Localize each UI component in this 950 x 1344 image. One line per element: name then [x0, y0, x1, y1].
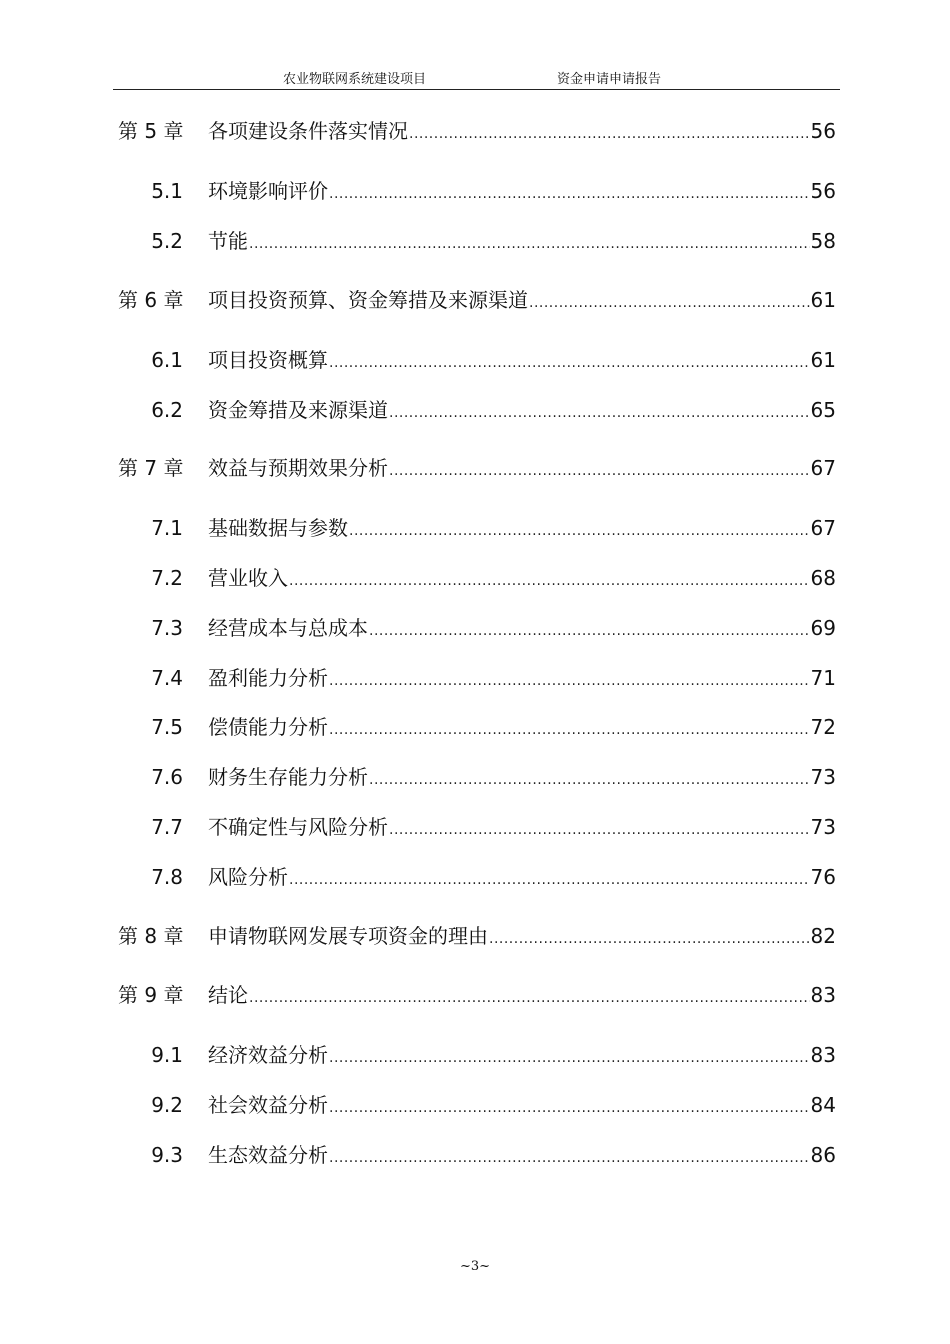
toc-entry-title: 申请物联网发展专项资金的理由	[208, 924, 488, 948]
toc-entry-title: 环境影响评价	[208, 179, 328, 203]
toc-entry-number: 7.6	[151, 765, 183, 789]
toc-leader-dots	[389, 815, 810, 845]
toc-entry-page: 76	[810, 865, 836, 889]
toc-entry-number: 6.2	[151, 398, 183, 422]
toc-leader-dots	[389, 398, 810, 428]
toc-entry-title: 不确定性与风险分析	[208, 815, 388, 839]
toc-entry-title: 营业收入	[208, 566, 288, 590]
toc-entry-number: 第 9 章	[118, 983, 184, 1007]
toc-entry-title: 项目投资预算、资金筹措及来源渠道	[208, 288, 528, 312]
toc-leader-dots	[289, 865, 810, 895]
toc-leader-dots	[409, 119, 810, 149]
toc-entry-number: 7.4	[151, 666, 183, 690]
toc-leader-dots	[329, 179, 810, 209]
toc-entry-title: 效益与预期效果分析	[208, 456, 388, 480]
page-header	[113, 68, 840, 90]
toc-entry-number: 7.3	[151, 616, 183, 640]
toc-entry-page: 69	[810, 616, 836, 640]
toc-entry-number: 9.3	[151, 1143, 183, 1167]
toc-entry-title: 项目投资概算	[208, 348, 328, 372]
toc-entry-page: 65	[810, 398, 836, 422]
toc-leader-dots	[349, 516, 810, 546]
toc-entry-number: 7.7	[151, 815, 183, 839]
toc-entry-number: 7.5	[151, 715, 183, 739]
toc-leader-dots	[389, 456, 810, 486]
toc-leader-dots	[289, 566, 810, 596]
toc-entry-page: 84	[810, 1093, 836, 1117]
toc-entry[interactable]	[0, 712, 950, 742]
toc-leader-dots	[329, 1043, 810, 1073]
toc-entry-page: 71	[810, 666, 836, 690]
toc-leader-dots	[329, 715, 810, 745]
toc-entry-title: 风险分析	[208, 865, 288, 889]
toc-entry-title: 偿债能力分析	[208, 715, 328, 739]
toc-entry-title: 社会效益分析	[208, 1093, 328, 1117]
toc-entry-number: 第 8 章	[118, 924, 184, 948]
toc-entry-page: 56	[810, 179, 836, 203]
toc-entry-number: 5.1	[151, 179, 183, 203]
header-report-title: 资金申请申请报告	[557, 72, 662, 87]
toc-entry[interactable]	[0, 345, 950, 375]
toc-leader-dots	[329, 1143, 810, 1173]
toc-entry-page: 61	[810, 348, 836, 372]
toc-entry-number: 7.8	[151, 865, 183, 889]
toc-leader-dots	[369, 765, 810, 795]
toc-entry-number: 第 6 章	[118, 288, 184, 312]
toc-entry-number: 9.2	[151, 1093, 183, 1117]
toc-entry-page: 83	[810, 983, 836, 1007]
toc-entry-page: 58	[810, 229, 836, 253]
toc-entry-page: 72	[810, 715, 836, 739]
toc-entry[interactable]	[0, 980, 950, 1010]
toc-entry-number: 6.1	[151, 348, 183, 372]
toc-leader-dots	[369, 616, 810, 646]
toc-entry-title: 盈利能力分析	[208, 666, 328, 690]
toc-entry-page: 73	[810, 765, 836, 789]
toc-entry-number: 7.2	[151, 566, 183, 590]
toc-entry[interactable]	[0, 176, 950, 206]
toc-leader-dots	[249, 983, 810, 1013]
toc-entry[interactable]	[0, 285, 950, 315]
toc-entry-number: 第 7 章	[118, 456, 184, 480]
toc-entry-title: 生态效益分析	[208, 1143, 328, 1167]
toc-leader-dots	[329, 1093, 810, 1123]
toc-entry-page: 82	[810, 924, 836, 948]
toc-leader-dots	[329, 348, 810, 378]
toc-entry-page: 68	[810, 566, 836, 590]
toc-entry-title: 资金筹措及来源渠道	[208, 398, 388, 422]
toc-entry[interactable]	[0, 453, 950, 483]
toc-entry-page: 86	[810, 1143, 836, 1167]
toc-entry[interactable]	[0, 226, 950, 256]
toc-leader-dots	[329, 666, 810, 696]
toc-entry[interactable]	[0, 762, 950, 792]
toc-entry-number: 第 5 章	[118, 119, 184, 143]
header-project-title: 农业物联网系统建设项目	[283, 72, 427, 87]
toc-entry-title: 经营成本与总成本	[208, 616, 368, 640]
toc-entry[interactable]	[0, 513, 950, 543]
toc-entry-page: 67	[810, 456, 836, 480]
toc-entry-page: 83	[810, 1043, 836, 1067]
toc-entry[interactable]	[0, 1090, 950, 1120]
toc-entry-number: 5.2	[151, 229, 183, 253]
page-number: ~3~	[459, 1259, 491, 1274]
toc-entry[interactable]	[0, 613, 950, 643]
toc-entry[interactable]	[0, 812, 950, 842]
toc-entry-title: 各项建设条件落实情况	[208, 119, 408, 143]
toc-entry[interactable]	[0, 1040, 950, 1070]
toc-leader-dots	[489, 924, 810, 954]
toc-entry-page: 67	[810, 516, 836, 540]
toc-entry-page: 73	[810, 815, 836, 839]
toc-entry-title: 结论	[208, 983, 248, 1007]
toc-entry[interactable]	[0, 862, 950, 892]
toc-entry-page: 56	[810, 119, 836, 143]
toc-entry[interactable]	[0, 1140, 950, 1170]
toc-entry-number: 9.1	[151, 1043, 183, 1067]
toc-entry[interactable]	[0, 395, 950, 425]
toc-entry[interactable]	[0, 921, 950, 951]
toc-leader-dots	[529, 288, 810, 318]
toc-leader-dots	[249, 229, 810, 259]
toc-entry-title: 经济效益分析	[208, 1043, 328, 1067]
toc-entry-title: 节能	[208, 229, 248, 253]
toc-entry[interactable]	[0, 563, 950, 593]
toc-entry-title: 基础数据与参数	[208, 516, 348, 540]
toc-entry-number: 7.1	[151, 516, 183, 540]
toc-entry-page: 61	[810, 288, 836, 312]
toc-entry[interactable]	[0, 663, 950, 693]
toc-entry[interactable]	[0, 116, 950, 146]
toc-entry-title: 财务生存能力分析	[208, 765, 368, 789]
